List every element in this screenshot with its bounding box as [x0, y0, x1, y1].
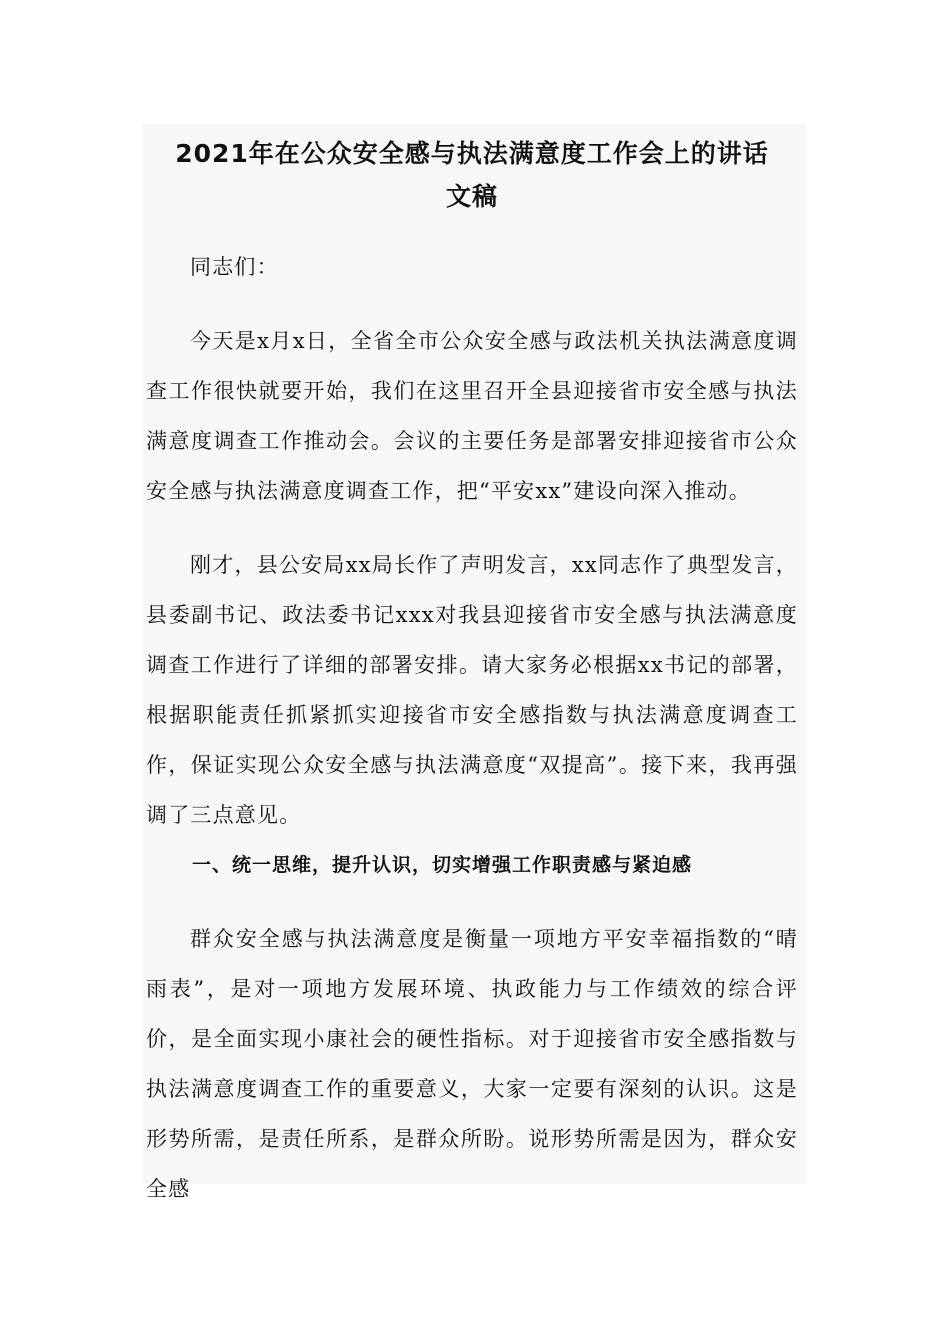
title-line-1: 2021年在公众安全感与执法满意度工作会上的讲话: [175, 139, 769, 168]
section-heading: 一、统一思维，提升认识，切实增强工作职责感与紧迫感: [192, 854, 693, 876]
title-line-2: 文稿: [445, 182, 498, 211]
paragraph-summary: 刚才，县公安局xx局长作了声明发言，xx同志作了典型发言，县委副书记、政法委书记xxx对我县迎接省市安全感与执法满意度调查工作进行了详细的部署安排。请大家务必根据xx书记的部署，根据职能责任抓紧抓实迎接省市安全感指数与执法满意度调查工作，保证实现公众安全感与执法满意度“双提高”。接下来，我再强调了三点意见。: [146, 553, 798, 827]
document-body: [146, 132, 798, 1214]
document-title: [146, 132, 798, 218]
salutation: 同志们：: [190, 255, 279, 279]
section-paragraph: 群众安全感与执法满意度是衡量一项地方平安幸福指数的“晴雨表”，是对一项地方发展环境、执政能力与工作绩效的综合评价，是全面实现小康社会的硬性指标。对于迎接省市安全感指数与执法满意度调查工作的重要意义，大家一定要有深刻的认识。这是形势所需，是责任所系，是群众所盼。说形势所需是因为，群众安全感: [146, 927, 798, 1201]
paragraph-opening: 今天是x月x日，全省全市公众安全感与政法机关执法满意度调查工作很快就要开始，我们在这里召开全县迎接省市安全感与执法满意度调查工作推动会。会议的主要任务是部署安排迎接省市公众安全感与执法满意度调查工作，把“平安xx”建设向深入推动。: [146, 329, 798, 503]
